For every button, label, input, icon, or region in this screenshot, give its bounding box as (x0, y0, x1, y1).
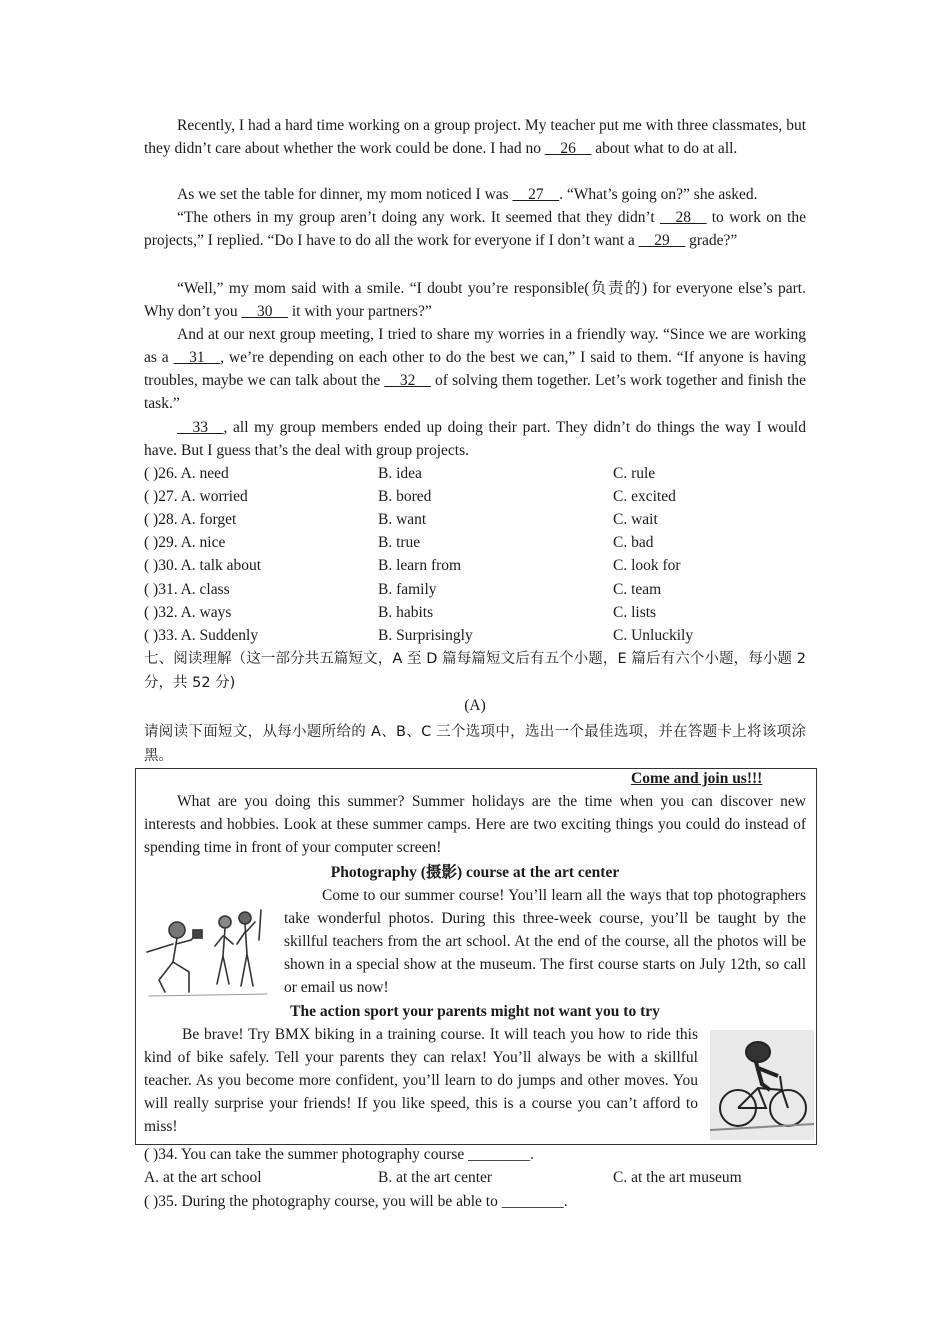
ad-intro: What are you doing this summer? Summer holidays are the time when you can discover new interests and hobbies. Look at these summer camps. Here are two exciting things you could do instead of spending time in front of your computer screen! (144, 793, 806, 856)
question-29: ( )29. A. nice (144, 534, 226, 551)
instruction: 请阅读下面短文，从每小题所给的 A、B、C 三个选项中，选出一个最佳选项，并在答题卡上将该项涂黑。 (144, 724, 806, 764)
part-label: (A) (464, 697, 486, 714)
text: Recently, I had a hard time working on a group project. My teacher put me with three classmates, but they didn’t care about whether the work could be done. I had no (144, 117, 806, 157)
question-34: ( )34. You can take the summer photography course ________. (144, 1146, 535, 1163)
option-b: B. Surprisingly (378, 627, 473, 644)
question-27: ( )27. A. worried (144, 488, 248, 505)
bmx-course-title: The action sport your parents might not want you to try (290, 1003, 660, 1020)
blank-30: __30__ (241, 303, 288, 320)
option-b: B. bored (378, 488, 432, 505)
blank-29: __29__ (638, 232, 686, 249)
blank-27: __27__ (512, 186, 560, 203)
text: grade?” (685, 232, 738, 249)
text: it with your partners?” (287, 303, 432, 320)
cloze-paragraph-4 (144, 277, 806, 323)
option-c: C. excited (613, 488, 676, 505)
option-b: B. idea (378, 465, 422, 482)
text: , we’re depending on each other to do the best we can,” I said to them. “If anyone is having troubles, maybe we can talk about the (144, 349, 806, 389)
option-c: C. rule (613, 465, 656, 482)
option-c: C. team (613, 581, 662, 598)
text: And at our next group meeting, I tried to share my worries in a friendly way. “Since we are working as a (144, 326, 806, 366)
text: As we set the table for dinner, my mom noticed I was (177, 186, 513, 203)
blank-33: __33__ (177, 419, 224, 436)
option-b: B. habits (378, 604, 434, 621)
option-b: B. true (378, 534, 421, 551)
blank-31: __31__ (173, 349, 221, 366)
text: , all my group members ended up doing their part. They didn’t do things the way I would have. But I guess that’s the deal with group projects. (144, 419, 806, 459)
option-b: B. learn from (378, 557, 462, 574)
cloze-paragraph-2 (144, 183, 806, 206)
option-c: C. Unluckily (613, 627, 694, 644)
blank-26: __26__ (544, 140, 592, 157)
cloze-paragraph-6 (144, 416, 806, 462)
text: about what to do at all. (591, 140, 738, 157)
photographer-illustration (143, 900, 269, 1004)
ad-title: Come and join us!!! (631, 770, 763, 787)
question-26: ( )26. A. need (144, 465, 229, 482)
question-35: ( )35. During the photography course, you will be able to ________. (144, 1193, 568, 1210)
bmx-course-body: Be brave! Try BMX biking in a training course. It will teach you how to ride this kind of bike safely. Tell your parents they can relax! You’ll always be with a skillful teacher. As you become more confident, you’ll learn to do jumps and other moves. You will really surprise your friends! If you like speed, this is a course you can’t afford to miss! (144, 1026, 698, 1135)
question-32: ( )32. A. ways (144, 604, 232, 621)
text: to work on the projects,” I replied. “Do I have to do all the work for everyone if I don’t want a (144, 209, 806, 249)
bmx-rider-illustration (710, 1030, 814, 1140)
cloze-paragraph-3 (144, 206, 806, 252)
question-34-option-a: A. at the art school (144, 1169, 262, 1186)
text: “The others in my group aren’t doing any work. It seemed that they didn’t (177, 209, 660, 226)
option-c: C. bad (613, 534, 654, 551)
cloze-paragraph-1 (144, 114, 806, 160)
option-c: C. look for (613, 557, 681, 574)
question-31: ( )31. A. class (144, 581, 230, 598)
blank-32: __32__ (384, 372, 431, 389)
option-c: C. lists (613, 604, 657, 621)
photo-course-title: Photography (摄影) course at the art center (330, 864, 620, 881)
option-b: B. want (378, 511, 427, 528)
cloze-paragraph-5 (144, 323, 806, 415)
section-heading: 七、阅读理解（这一部分共五篇短文，A 至 D 篇每篇短文后有五个小题，E 篇后有六个小题，每小题 2 分，共 52 分) (144, 651, 806, 691)
question-30: ( )30. A. talk about (144, 557, 262, 574)
question-34-option-b: B. at the art center (378, 1169, 493, 1186)
question-28: ( )28. A. forget (144, 511, 237, 528)
blank-28: __28__ (659, 209, 707, 226)
question-34-option-c: C. at the art museum (613, 1169, 742, 1186)
question-33: ( )33. A. Suddenly (144, 627, 259, 644)
text: . “What’s going on?” she asked. (559, 186, 758, 203)
option-c: C. wait (613, 511, 658, 528)
text: of solving them together. Let’s work together and finish the task.” (144, 372, 807, 412)
option-b: B. family (378, 581, 437, 598)
text: “Well,” my mom said with a smile. “I doubt you’re responsible(负责的) for everyone else’s part. Why don’t you (144, 280, 806, 320)
photo-course-body: Come to our summer course! You’ll learn all the ways that top photographers take wonderful photos. During this three-week course, you’ll be taught by the skillful teachers from the art school. At the end of the course, all the photos will be shown in a special show at the museum. The first course starts on July 12th, so call or email us now! (284, 887, 806, 996)
